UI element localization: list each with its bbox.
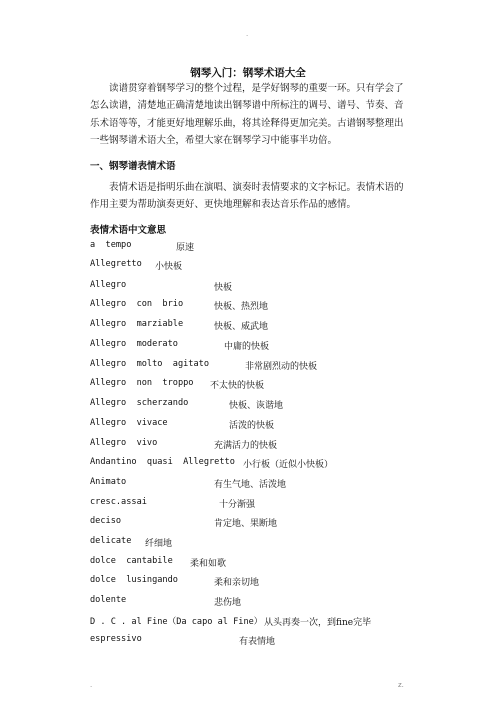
term-meaning: 不太快的快板 [210, 381, 265, 391]
footer-page-marker: z. [398, 681, 404, 689]
term-name: Allegro non troppo [90, 378, 194, 388]
term-meaning: 柔和亲切地 [214, 578, 260, 588]
list-heading: 表情术语中文意思 [90, 225, 167, 236]
term-name: Animato [90, 477, 127, 487]
term-name: Allegro molto agitato [90, 359, 209, 369]
term-name: Allegro vivace [90, 418, 168, 428]
term-meaning: 快板 [214, 283, 233, 293]
term-meaning: 活泼的快板 [229, 421, 275, 431]
term-name: Allegro con brio [90, 299, 184, 309]
term-meaning: 悲伤地 [214, 598, 242, 608]
term-meaning: 柔和如歌 [190, 559, 227, 569]
term-name: delicate [90, 536, 132, 546]
section-paragraph: 表情术语是指明乐曲在演唱、演奏时表情要求的文字标记。表情术语的作用主要为帮助演奏更好、更快地理解和表达音乐作品的感情。 [90, 182, 404, 211]
section-heading: 一、钢琴谱表情术语 [90, 161, 176, 172]
term-name: cresc.assai [90, 497, 147, 507]
term-name: Allegro [90, 280, 127, 290]
term-name: D . C . al Fine（Da capo al Fine） [90, 617, 263, 627]
intro-paragraph: 读谱贯穿着钢琴学习的整个过程，是学好钢琴的重要一环。只有学会了怎么读谱，清楚地正确清楚地读出钢琴谱中所标注的调号、谱号、节奏、音乐术语等等，才能更好地理解乐曲，将其诠释得更加完美。古谱钢琴整理出一些钢琴谱术语大全，希望大家在钢琴学习中能事半功倍。 [90, 83, 404, 146]
term-name: dolente [90, 595, 127, 605]
term-meaning: 小行板（近似小快板） [243, 460, 334, 470]
term-name: deciso [90, 516, 122, 526]
term-meaning: 小快板 [155, 262, 183, 272]
term-meaning: 有表情地 [239, 637, 276, 647]
term-meaning: 非常剧烈动的快板 [245, 362, 318, 372]
term-meaning: 充满活力的快板 [214, 441, 278, 451]
term-meaning: 快板、热烈地 [214, 302, 269, 312]
term-meaning: 十分渐强 [219, 500, 256, 510]
term-name: Andantino quasi Allegretto [90, 457, 235, 467]
header-mark: . [246, 30, 249, 38]
term-name: dolce cantabile [90, 556, 173, 566]
term-name: a tempo [90, 240, 132, 250]
term-name: Allegretto [90, 259, 142, 269]
term-meaning: 肯定地、果断地 [214, 519, 278, 529]
term-name: dolce lusingando [90, 575, 178, 585]
page-title: 钢琴入门：钢琴术语大全 [190, 67, 306, 79]
term-meaning: 从头再奏一次，到fine完毕 [264, 618, 372, 628]
term-name: Allegro moderato [90, 339, 178, 349]
footer-left-mark: . [90, 681, 93, 689]
term-meaning: 中庸的快板 [224, 342, 270, 352]
term-meaning: 快板、诙谐地 [229, 401, 284, 411]
term-meaning: 快板、威武地 [214, 322, 269, 332]
term-meaning: 纤细地 [145, 539, 173, 549]
term-name: Allegro vivo [90, 438, 158, 448]
term-name: espressivo [90, 634, 142, 644]
term-name: Allegro marziable [90, 319, 184, 329]
term-meaning: 有生气地、活泼地 [214, 480, 287, 490]
term-meaning: 原速 [176, 243, 195, 253]
term-name: Allegro scherzando [90, 398, 189, 408]
